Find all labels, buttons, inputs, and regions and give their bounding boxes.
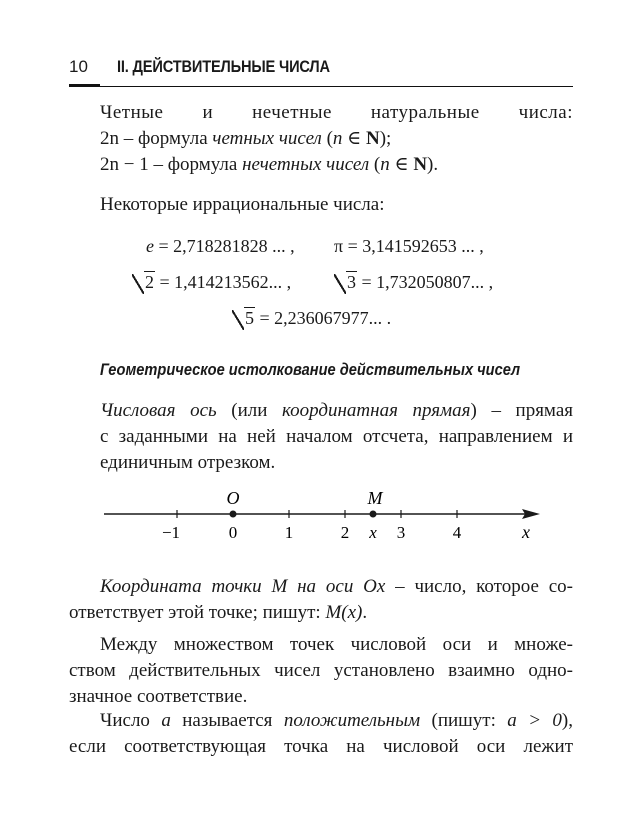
- coordinate-def-line2: ответствует этой точке; пишут: M(x).: [69, 602, 368, 623]
- formula-sqrt3: 3 = 1,732050807... ,: [334, 272, 493, 293]
- even-formula: 2n: [100, 128, 119, 149]
- irrational-intro: Некоторые иррациональные числа:: [100, 194, 385, 215]
- chapter-title: II. ДЕЙСТВИТЕЛЬНЫЕ ЧИСЛА: [117, 57, 330, 76]
- numline-def-line2: с заданными на ней началом отсчета, направлением и: [100, 426, 573, 447]
- coordinate-line-term: координатная прямая: [281, 400, 471, 421]
- odd-formula: 2n − 1: [100, 154, 149, 175]
- odd-formula-line: 2n − 1 – формула нечетных чисел (n ∈ N).: [100, 154, 439, 175]
- sqrt-icon: 3: [334, 272, 357, 293]
- odd-numbers-term: нечетных чисел: [242, 154, 370, 175]
- numline-def-line3: единичным отрезком.: [100, 452, 276, 473]
- positive-term: положительным: [283, 710, 421, 731]
- origin-point: [230, 511, 237, 518]
- tick-label: 4: [452, 523, 462, 542]
- sqrt-icon: 5: [232, 308, 255, 329]
- correspondence-line2: ством действительных чисел установлено взаимно одно-: [69, 660, 573, 681]
- formula-sqrt2: 2 = 1,414213562... ,: [132, 272, 291, 293]
- point-m: [370, 511, 377, 518]
- tick-label: 2: [340, 523, 350, 542]
- tick-label: 3: [396, 523, 406, 542]
- even-odd-intro: Четные и нечетные натуральные числа:: [100, 102, 573, 123]
- positive-line1: Число a называется положительным (пишут: a > 0),: [100, 710, 573, 731]
- correspondence-line1: Между множеством точек числовой оси и множе-: [100, 634, 573, 655]
- axis-label: x: [522, 522, 530, 542]
- point-m-label: M: [367, 488, 383, 508]
- tick-label: 0: [228, 523, 238, 542]
- formula-sqrt5: 5 = 2,236067977... .: [232, 308, 391, 329]
- number-axis-term: Числовая ось: [100, 400, 217, 421]
- correspondence-line3: значное соответствие.: [69, 686, 248, 707]
- section-heading: Геометрическое истолкование действительных чисел: [100, 360, 521, 379]
- coordinate-def-line1: Координата точки M на оси Ox – число, которое со-: [100, 576, 573, 597]
- page-number: 10: [69, 57, 88, 76]
- origin-label: O: [226, 488, 240, 508]
- number-line-diagram: [0, 480, 632, 550]
- tick-label: −1: [161, 523, 181, 542]
- tick-label: 1: [284, 523, 294, 542]
- sqrt-icon: 2: [132, 272, 155, 293]
- formula-pi: π = 3,141592653 ... ,: [334, 236, 484, 256]
- even-numbers-term: четных чисел: [212, 128, 322, 149]
- formula-e: e = 2,718281828 ... ,: [146, 236, 295, 256]
- header-rule: [69, 86, 573, 87]
- point-x-label: x: [369, 523, 377, 542]
- even-formula-line: 2n – формула четных чисел (n ∈ N);: [100, 128, 392, 149]
- numline-def-line1: Числовая ось (или координатная прямая) – прямая: [100, 400, 573, 421]
- positive-line2: если соответствующая точка на числовой оси лежит: [69, 736, 573, 757]
- coordinate-term: Координата точки M на оси Ox: [100, 576, 386, 597]
